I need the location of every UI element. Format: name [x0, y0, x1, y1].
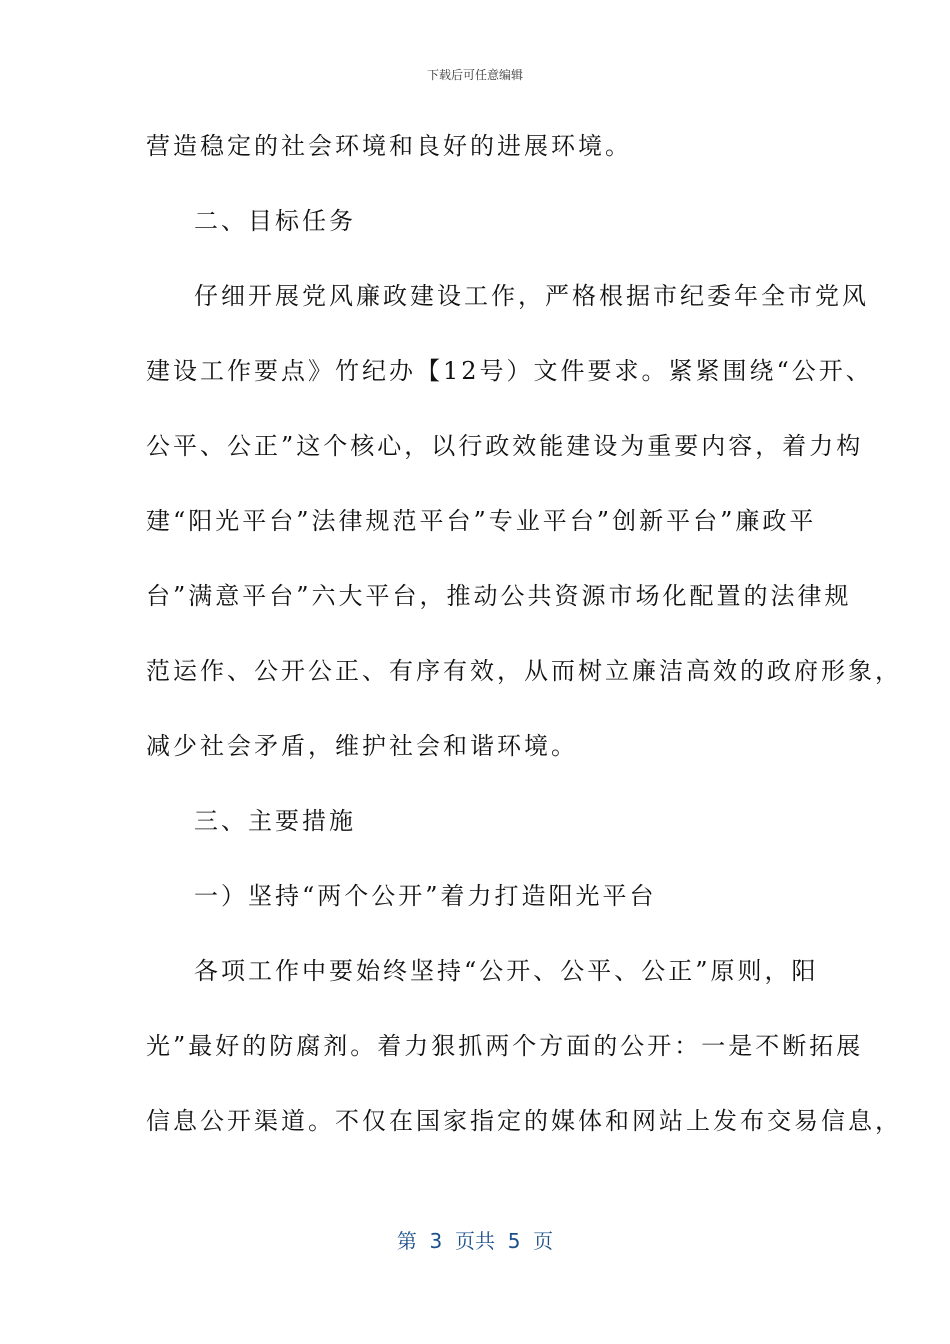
section-heading: 三、主要措施 — [194, 807, 356, 835]
paragraph-line: 信息公开渠道。不仅在国家指定的媒体和网站上发布交易信息， — [146, 1107, 902, 1135]
paragraph-line: 建设工作要点》竹纪办【12号）文件要求。紧紧围绕“公开、 — [146, 357, 873, 385]
header-note: 下载后可任意编辑 — [426, 68, 523, 82]
paragraph-line: 公平、公正”这个核心，以行政效能建设为重要内容，着力构 — [146, 432, 864, 460]
paragraph-line: 建“阳光平台”法律规范平台”专业平台”创新平台”廉政平 — [146, 507, 817, 535]
paragraph-line: 范运作、公开公正、有序有效，从而树立廉洁高效的政府形象， — [146, 657, 902, 685]
paragraph-line: 减少社会矛盾，维护社会和谐环境。 — [146, 732, 578, 760]
paragraph-line: 仔细开展党风廉政建设工作，严格根据市纪委年全市党风 — [194, 282, 869, 310]
paragraph-line: 光”最好的防腐剂。着力狠抓两个方面的公开：一是不断拓展 — [146, 1032, 864, 1060]
subsection-heading: 一）坚持“两个公开”着力打造阳光平台 — [194, 882, 657, 910]
section-heading: 二、目标任务 — [194, 207, 356, 235]
paragraph-line: 各项工作中要始终坚持“公开、公平、公正”原则，阳 — [194, 957, 819, 985]
page-number: 第 3 页共 5 页 — [396, 1229, 554, 1253]
paragraph-line: 台”满意平台”六大平台，推动公共资源市场化配置的法律规 — [146, 582, 852, 610]
paragraph-line: 营造稳定的社会环境和良好的进展环境。 — [146, 132, 632, 160]
